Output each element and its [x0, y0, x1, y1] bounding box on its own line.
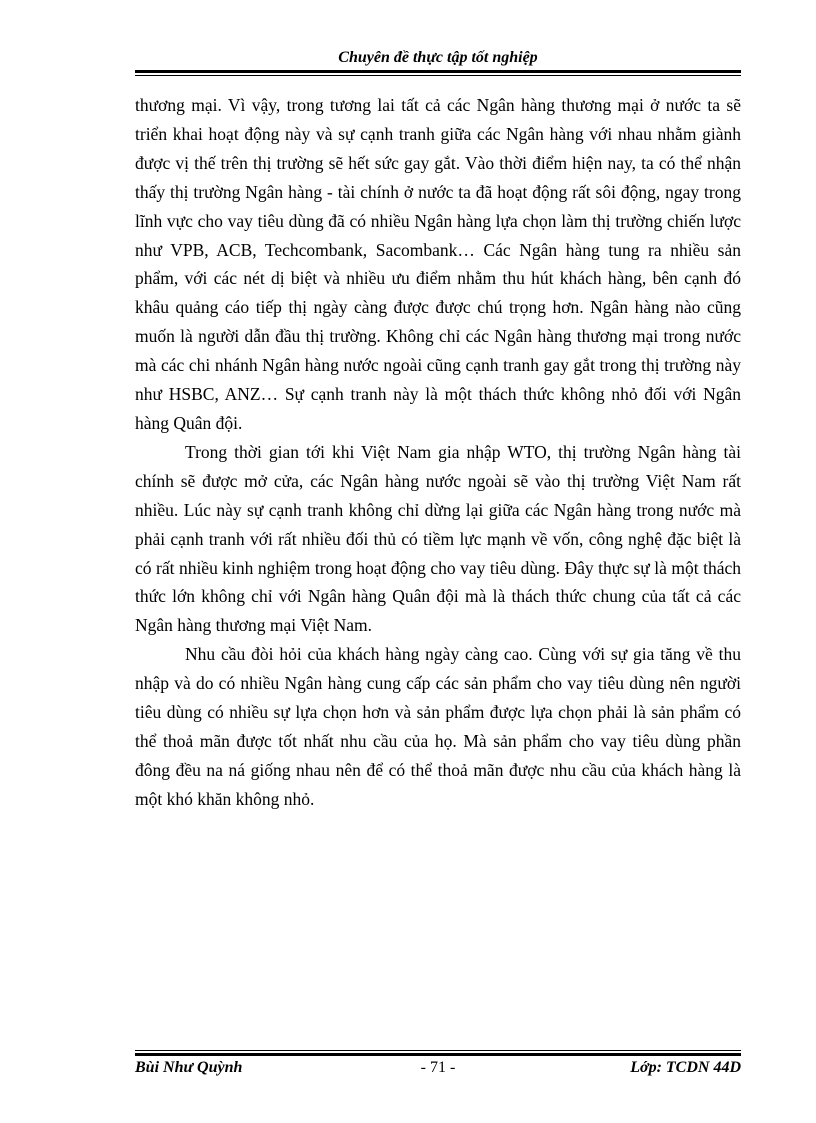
- footer-class-label: Lớp: TCDN 44D: [630, 1059, 741, 1076]
- footer-rule-thin: [135, 1050, 741, 1051]
- page-footer: [135, 1056, 741, 1080]
- footer-author: Bùi Như Quỳnh: [135, 1059, 243, 1076]
- paragraph-1: thương mại. Vì vậy, trong tương lai tất cả các Ngân hàng thương mại ở nước ta sẽ triển khai hoạt động này và sự cạnh tranh giữa các Ngân hàng với nhau nhằm giành được vị thế trên thị trường sẽ hết sức gay gắt. Vào thời điểm hiện nay, ta có thể nhận thấy thị trường Ngân hàng - tài chính ở nước ta đã hoạt động rất sôi động, ngay trong lĩnh vực cho vay tiêu dùng đã có nhiều Ngân hàng lựa chọn làm thị trường chiến lược như VPB, ACB, Techcombank, Sacombank… Các Ngân hàng tung ra nhiều sản phẩm, với các nét dị biệt và nhiều ưu điểm nhằm thu hút khách hàng, bên cạnh đó khâu quảng cáo tiếp thị ngày càng được được chú trọng hơn. Ngân hàng nào cũng muốn là người dẫn đầu thị trường. Không chỉ các Ngân hàng thương mại trong nước mà các chi nhánh Ngân hàng nước ngoài cũng cạnh tranh gay gắt trong thị trường này như HSBC, ANZ… Sự cạnh tranh này là một thách thức không nhỏ đối với Ngân hàng Quân đội.: [135, 95, 741, 433]
- header-rule-thick: [135, 70, 741, 73]
- body-text: [135, 91, 741, 814]
- paragraph-3: Nhu cầu đòi hỏi của khách hàng ngày càng cao. Cùng với sự gia tăng về thu nhập và do có nhiều Ngân hàng cung cấp các sản phẩm cho vay tiêu dùng nên người tiêu dùng có nhiều sự lựa chọn hơn và sản phẩm được lựa chọn phải là sản phẩm có thể thoả mãn được tốt nhất nhu cầu của họ. Mà sản phẩm cho vay tiêu dùng phần đông đều na ná giống nhau nên để có thể thoả mãn được nhu cầu của khách hàng là một khó khăn không nhỏ.: [135, 644, 741, 809]
- page-header-title: Chuyên đề thực tập tốt nghiệp: [338, 49, 538, 66]
- paragraph-2: Trong thời gian tới khi Việt Nam gia nhập WTO, thị trường Ngân hàng tài chính sẽ được mở cửa, các Ngân hàng nước ngoài sẽ vào thị trường Việt Nam rất nhiều. Lúc này sự cạnh tranh không chỉ dừng lại giữa các Ngân hàng trong nước mà phải cạnh tranh với rất nhiều đối thủ có tiềm lực mạnh về vốn, công nghệ đặc biệt là có rất nhiều kinh nghiệm trong hoạt động cho vay tiêu dùng. Đây thực sự là một thách thức lớn không chỉ với Ngân hàng Quân đội mà là thách thức chung của tất cả các Ngân hàng thương mại Việt Nam.: [135, 441, 741, 636]
- page-number: - 71 -: [420, 1059, 456, 1076]
- header-rule-thin: [135, 75, 741, 76]
